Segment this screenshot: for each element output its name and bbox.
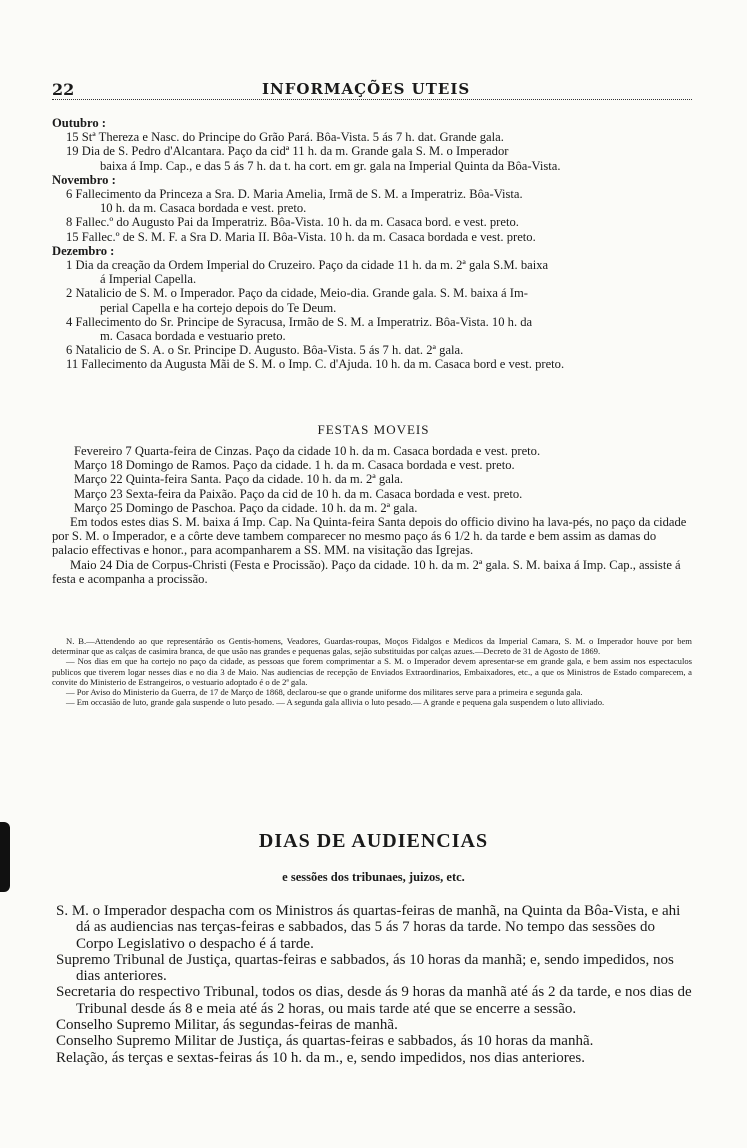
footnote-paragraph: N. B.—Attendendo ao que representárão os Gentis-homens, Veadores, Guardas-roupas, Moços Fidalgos e Medicos da Imperial Camara, S. M. o Imperador houve por bem determinar que as calças de casimira branca, de que usão nas grandes e pequenas galas, sejão substituidas por calças azues.—Decreto de 31 de Agosto de 1869. bbox=[52, 636, 692, 657]
calendar-entry-continued: m. Casaca bordada e vestuario preto. bbox=[100, 329, 286, 344]
audiencias-subheading: e sessões dos tribunaes, juizos, etc. bbox=[282, 870, 465, 884]
festa-entry: Março 18 Domingo de Ramos. Paço da cidade. 1 h. da m. Casaca bordada e vest. preto. bbox=[74, 458, 515, 473]
audiencia-item: Conselho Supremo Militar, ás segundas-feiras de manhã. bbox=[56, 1017, 398, 1034]
calendar-entry-continued: baixa á Imp. Cap., e das 5 ás 7 h. da t. ha cort. em gr. gala na Imperial Quinta da Bôa-Vista. bbox=[100, 158, 561, 173]
footnote-paragraph: — Em occasião de luto, grande gala suspende o luto pesado. — A segunda gala allivia o luto pesado.— A grande e pequena gala suspendem o luto alliviado. bbox=[66, 697, 605, 708]
corpus-christi-paragraph: Maio 24 Dia de Corpus-Christi (Festa e Procissão). Paço da cidade. 10 h. da m. 2ª gala. S. M. baixa á Imp. Cap., assiste á festa e acompanha a procissão. bbox=[52, 557, 681, 586]
festas-section bbox=[52, 444, 692, 586]
header-divider bbox=[52, 99, 692, 100]
calendar-entry: 6 Fallecimento da Princeza a Sra. D. Maria Amelia, Irmã de S. M. a Imperatriz. Bôa-Vista. bbox=[66, 187, 523, 202]
festa-entry: Fevereiro 7 Quarta-feira de Cinzas. Paço da cidade 10 h. da m. Casaca bordada e vest. preto. bbox=[74, 444, 541, 458]
calendar-entry: 8 Fallec.º do Augusto Pai da Imperatriz. Bôa-Vista. 10 h. da m. Casaca bord. e vest. preto. bbox=[66, 215, 519, 230]
festa-entry: Março 23 Sexta-feira da Paixão. Paço da cid de 10 h. da m. Casaca bordada e vest. preto. bbox=[74, 486, 523, 501]
calendar-entry: 1 Dia da creação da Ordem Imperial do Cruzeiro. Paço da cidade 11 h. da m. 2ª gala S.M. baixa bbox=[66, 258, 549, 273]
calendar-entry: 6 Natalicio de S. A. o Sr. Principe D. Augusto. Bôa-Vista. 5 ás 7 h. dat. 2ª gala. bbox=[66, 343, 464, 358]
audiencia-item: Secretaria do respectivo Tribunal, todos os dias, desde ás 9 horas da manhã até ás 2 da tarde, e nos dias de Tribunal desde ás 8 e meia até ás 2 horas, ou mais tarde até que se encerre a sessão. bbox=[56, 984, 692, 1017]
footnote-paragraph: — Nos dias em que ha cortejo no paço da cidade, as pessoas que forem comprimentar a S. M. o Imperador devem apresentar-se em grande gala, e bem assim nos espectaculos publicos que tiverem logar nesses dias e no dia 3 de Maio. Nas audiencias de recepção de Enviados Extraordinarios, Embaixadores, etc., a que os Ministros de Estado comparecem, a convite do Ministerio de Estrangeiros, o vestuario adoptado é o de 2ª gala. bbox=[52, 656, 692, 687]
footnote-paragraph: — Por Aviso do Ministerio da Guerra, de 17 de Março de 1868, declarou-se que o grande uniforme dos militares serve para a primeira e segunda gala. bbox=[66, 687, 583, 698]
calendar-entry: 11 Fallecimento da Augusta Mãi de S. M. o Imp. C. d'Ajuda. 10 h. da m. Casaca bord e vest. preto. bbox=[66, 357, 565, 372]
festas-paragraph: Em todos estes dias S. M. baixa á Imp. Cap. Na Quinta-feira Santa depois do officio divino ha lava-pés, no paço da cidade por S. M. o Imperador, e a côrte deve tambem comparecer no mesmo paço ás 6 1/2 h. da tarde e bem assim as damas do palacio effectivas e honor., para acompanharem a SS. MM. na visitação das Igrejas. bbox=[52, 515, 687, 558]
page-number: 22 bbox=[52, 80, 75, 99]
audiencias-section bbox=[56, 903, 696, 1066]
month-heading-outubro: Outubro : bbox=[52, 116, 107, 130]
calendar-entry: 15 Stª Thereza e Nasc. do Principe do Grão Pará. Bôa-Vista. 5 ás 7 h. dat. Grande gala. bbox=[66, 130, 504, 145]
calendar-entry-continued: á Imperial Capella. bbox=[100, 272, 197, 287]
month-heading-novembro: Novembro : bbox=[52, 172, 116, 187]
festa-entry: Março 22 Quinta-feira Santa. Paço da cidade. 10 h. da m. 2ª gala. bbox=[74, 472, 404, 487]
audiencia-item: Relação, ás terças e sextas-feiras ás 10 h. da m., e, sendo impedidos, nos dias anteriores. bbox=[56, 1049, 585, 1066]
festas-heading: FESTAS MOVEIS bbox=[317, 422, 430, 437]
footnote-section bbox=[52, 636, 692, 707]
calendar-entry-continued: perial Capella e ha cortejo depois do Te Deum. bbox=[100, 300, 337, 315]
audiencia-item: Supremo Tribunal de Justiça, quartas-feiras e sabbados, ás 10 horas da manhã; e, sendo impedidos, nos dias anteriores. bbox=[56, 951, 674, 985]
calendar-entry-continued: 10 h. da m. Casaca bordada e vest. preto. bbox=[100, 201, 307, 216]
month-heading-dezembro: Dezembro : bbox=[52, 243, 115, 258]
calendar-section bbox=[52, 116, 692, 372]
audiencias-heading: DIAS DE AUDIENCIAS bbox=[258, 830, 489, 852]
calendar-entry: 19 Dia de S. Pedro d'Alcantara. Paço da cidª 11 h. da m. Grande gala S. M. o Imperador bbox=[66, 144, 509, 159]
audiencia-item: S. M. o Imperador despacha com os Ministros ás quartas-feiras de manhã, na Quinta da Bôa-Vista, e ahi dá as audiencias nas terças-feiras e sabbados, das 5 ás 7 horas da tarde. No tempo das sessões do Corpo Legislativo o despacho é á tarde. bbox=[56, 903, 681, 952]
festa-entry: Março 25 Domingo de Paschoa. Paço da cidade. 10 h. da m. 2ª gala. bbox=[74, 500, 418, 515]
calendar-entry: 4 Fallecimento do Sr. Principe de Syracusa, Irmão de S. M. a Imperatriz. Bôa-Vista. 10 h. da bbox=[66, 314, 533, 329]
page-title: INFORMAÇÕES UTEIS bbox=[262, 80, 471, 98]
calendar-entry: 2 Natalicio de S. M. o Imperador. Paço da cidade, Meio-dia. Grande gala. S. M. baixa á Im- bbox=[66, 286, 528, 301]
calendar-entry: 15 Fallec.º de S. M. F. a Sra D. Maria II. Bôa-Vista. 10 h. da m. Casaca bordada e vest. preto. bbox=[66, 229, 536, 244]
audiencia-item: Conselho Supremo Militar de Justiça, ás quartas-feiras e sabbados, ás 10 horas da manhã. bbox=[56, 1033, 594, 1050]
